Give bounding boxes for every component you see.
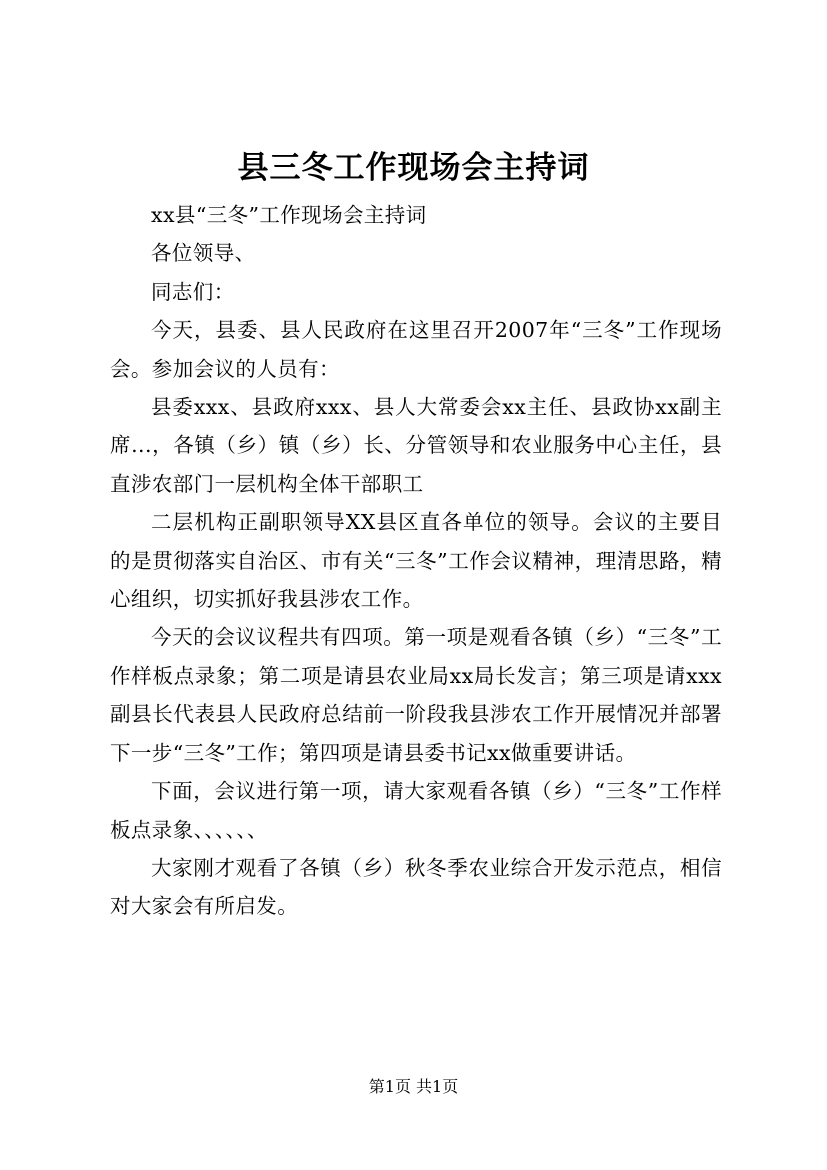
- document-body: [110, 196, 722, 926]
- paragraph-subtitle: xx县“三冬”工作现场会主持词: [151, 203, 427, 227]
- paragraph-salutation-leaders: 各位领导、: [151, 241, 256, 266]
- document-title: 县三冬工作现场会主持词: [237, 150, 590, 186]
- paragraph-salutation-comrades: 同志们：: [151, 279, 235, 304]
- paragraph-opening: 今天，县委、县人民政府在这里召开2007年“三冬”工作现场会。参加会议的人员有：: [110, 318, 722, 381]
- paragraph-closing: 大家刚才观看了各镇（乡）秋冬季农业综合开发示范点，相信对大家会有所启发。: [110, 855, 722, 919]
- paragraph-agenda: 今天的会议议程共有四项。第一项是观看各镇（乡）“三冬”工作样板点录象；第二项是请县农业局xx局长发言；第三项是请xxx副县长代表县人民政府总结前一阶段我县涉农工作开展情况并部署下一步“三冬”工作；第四项是请县委书记xx做重要讲话。: [110, 625, 722, 765]
- page-number-footer: 第1页 共1页: [368, 1077, 459, 1096]
- paragraph-purpose: 二层机构正副职领导XX县区直各单位的领导。会议的主要目的是贯彻落实自治区、市有关“三冬”工作会议精神，理清思路，精心组织，切实抓好我县涉农工作。: [110, 510, 722, 612]
- paragraph-attendees: 县委xxx、县政府xxx、县人大常委会xx主任、县政协xx副主席...，各镇（乡）镇（乡）长、分管领导和农业服务中心主任，县直涉农部门一层机构全体干部职工: [110, 395, 722, 496]
- paragraph-first-item: 下面，会议进行第一项，请大家观看各镇（乡）“三冬”工作样板点录象、、、、、、: [110, 779, 722, 842]
